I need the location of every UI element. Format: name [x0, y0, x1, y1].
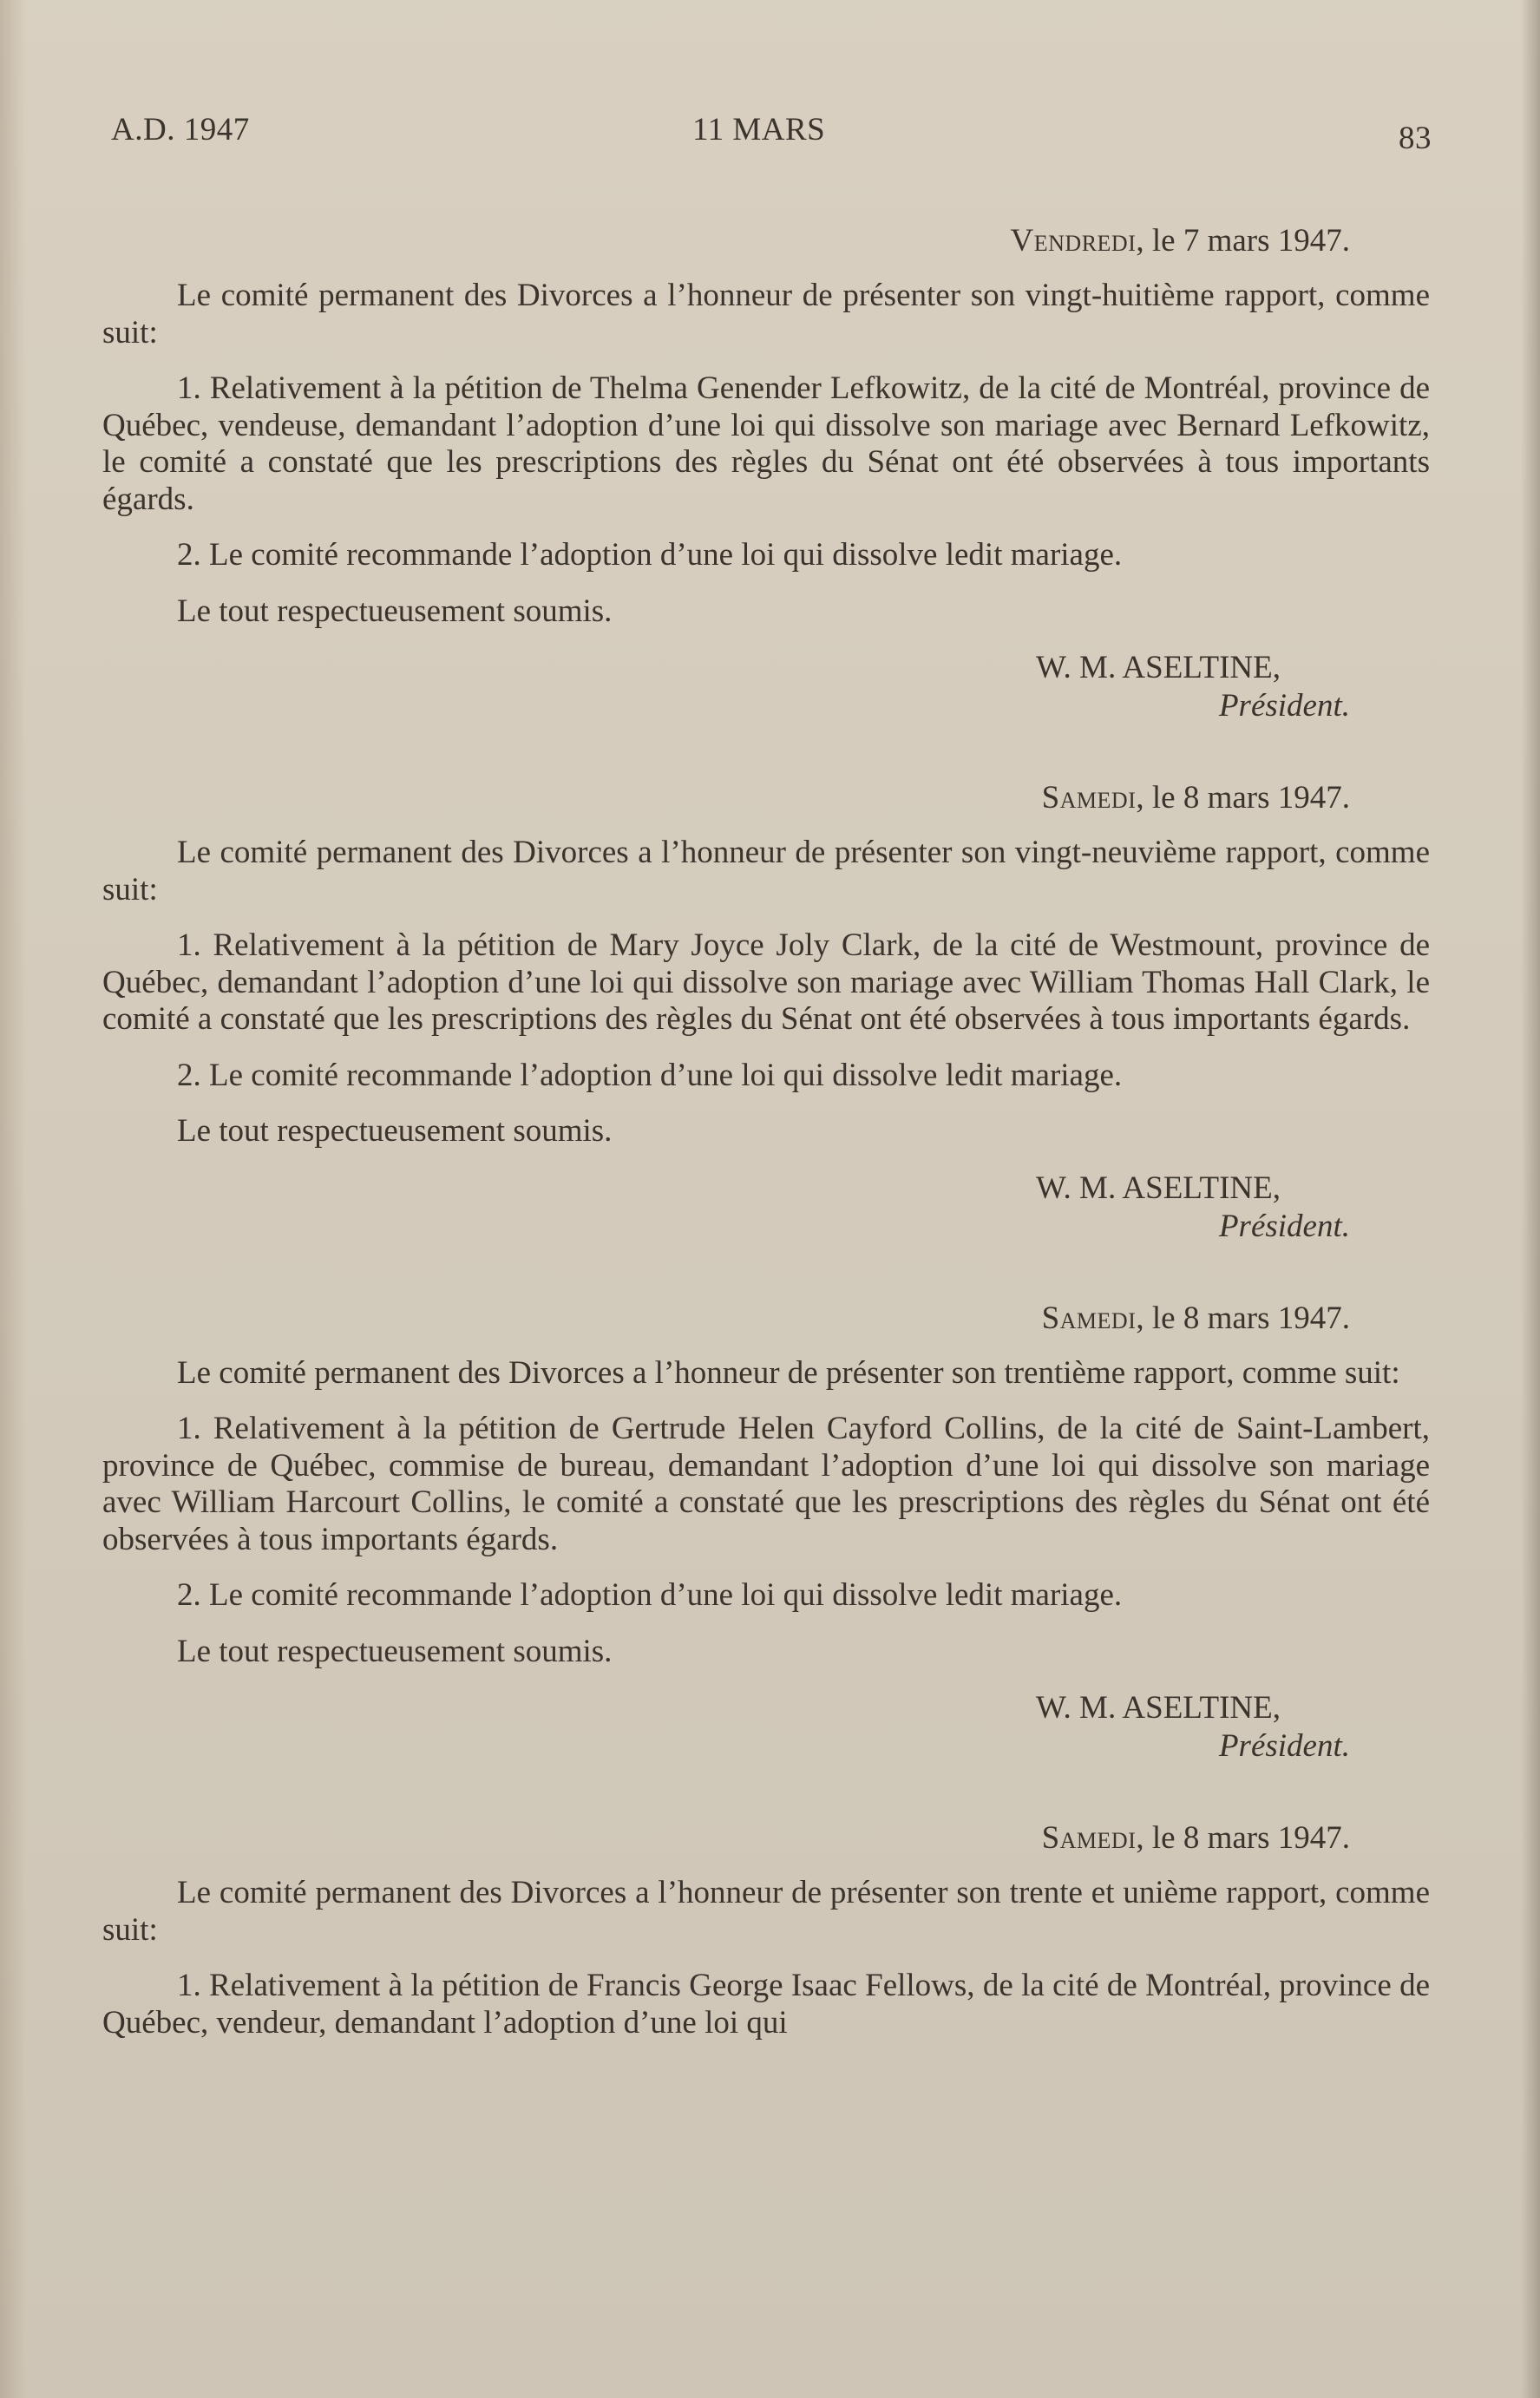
- signature-title: Président.: [1218, 1208, 1350, 1244]
- report-31: [102, 1819, 1430, 2041]
- report-30: [102, 1300, 1430, 1766]
- text-column: [102, 222, 1430, 2041]
- report-date-rest: , le 7 mars 1947.: [1136, 223, 1350, 259]
- report-29: [102, 779, 1430, 1246]
- report-day: Samedi: [1041, 780, 1137, 816]
- report-item-1: 1. Relativement à la pétition de Francis George Isaac Fellows, de la cité de Montréal, province de Québec, vendeur, demandant l’adoption d’une loi qui: [102, 1968, 1430, 2041]
- page-number: 83: [1399, 121, 1432, 156]
- signature-title: Président.: [1218, 1728, 1350, 1764]
- report-item-2: 2. Le comité recommande l’adoption d’une loi qui dissolve ledit mariage.: [177, 537, 1123, 573]
- running-header: [111, 111, 1432, 154]
- header-year: A.D. 1947: [111, 112, 250, 147]
- report-date-rest: , le 8 mars 1947.: [1136, 780, 1350, 816]
- report-date: [102, 1300, 1430, 1338]
- report-day: Samedi: [1041, 1300, 1137, 1336]
- report-date: [102, 779, 1430, 817]
- report-item-2: 2. Le comité recommande l’adoption d’une loi qui dissolve ledit mariage.: [177, 1577, 1123, 1613]
- report-date: [102, 1819, 1430, 1857]
- report-closing: Le tout respectueusement soumis.: [177, 593, 613, 629]
- report-item-1: 1. Relativement à la pétition de Gertrude Helen Cayford Collins, de la cité de Saint-Lambert, province de Québec, commise de bureau, demandant l’adoption d’une loi qui dissolve son mariage avec William Harcourt Collins, le comité a constaté que les prescriptions des règles du Sénat ont été observées à tous importants égards.: [102, 1411, 1430, 1557]
- report-item-2: 2. Le comité recommande l’adoption d’une loi qui dissolve ledit mariage.: [177, 1057, 1123, 1093]
- report-28: [102, 222, 1430, 725]
- report-intro: Le comité permanent des Divorces a l’honneur de présenter son trente et unième rapport, comme suit:: [102, 1875, 1430, 1948]
- report-item-1: 1. Relativement à la pétition de Thelma Genender Lefkowitz, de la cité de Montréal, province de Québec, vendeuse, demandant l’adoption d’une loi qui dissolve son mariage avec Bernard Lefkowitz, le comité a constaté que les prescriptions des règles du Sénat ont été observées à tous importants égards.: [102, 370, 1430, 517]
- report-intro: Le comité permanent des Divorces a l’honneur de présenter son vingt-huitième rapport, comme suit:: [102, 278, 1430, 351]
- report-intro: Le comité permanent des Divorces a l’honneur de présenter son trentième rapport, comme suit:: [177, 1354, 1400, 1391]
- signature-title: Président.: [1218, 688, 1350, 724]
- report-date-rest: , le 8 mars 1947.: [1136, 1820, 1350, 1856]
- report-closing: Le tout respectueusement soumis.: [177, 1633, 613, 1669]
- report-date-rest: , le 8 mars 1947.: [1136, 1300, 1350, 1336]
- signature: W. M. ASELTINE,: [1036, 1170, 1281, 1206]
- report-date: [102, 222, 1430, 260]
- report-closing: Le tout respectueusement soumis.: [177, 1113, 613, 1149]
- report-item-1: 1. Relativement à la pétition de Mary Joyce Joly Clark, de la cité de Westmount, province de Québec, demandant l’adoption d’une loi qui dissolve son mariage avec William Thomas Hall Clark, le comité a constaté que les prescriptions des règles du Sénat ont été observées à tous importants égards.: [102, 927, 1430, 1037]
- report-day: Samedi: [1041, 1820, 1137, 1856]
- report-intro: Le comité permanent des Divorces a l’honneur de présenter son vingt-neuvième rapport, comme suit:: [102, 835, 1430, 907]
- header-date: 11 MARS: [692, 112, 826, 147]
- report-day: Vendredi: [1010, 223, 1137, 259]
- signature: W. M. ASELTINE,: [1036, 1690, 1281, 1726]
- signature: W. M. ASELTINE,: [1036, 650, 1281, 685]
